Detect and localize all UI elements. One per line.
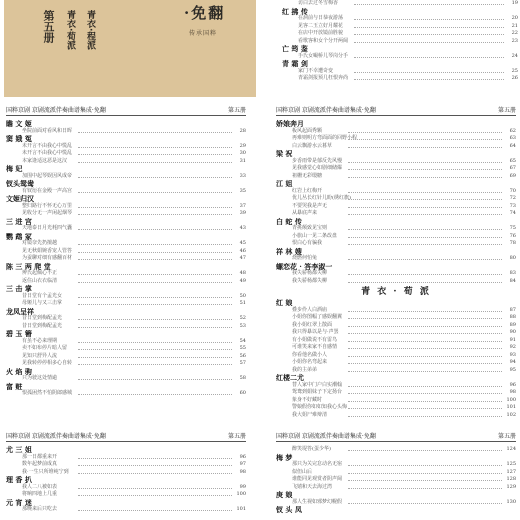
opera-title: 理 香 扒 — [6, 475, 32, 484]
aria-name: 见无秋娟婉香宠人管答 — [22, 247, 73, 254]
aria-name: 鸳鸯到娟妹子下定扬台 — [292, 389, 343, 395]
aria-name: 我大姐尸难辩清 — [292, 411, 328, 418]
aria-name: 未开言不由我心中慌乱 — [22, 142, 73, 149]
header-title: 国粹京剧 京剧流派伴奏曲谱集成·免翻 — [276, 433, 376, 440]
aria-entry — [282, 30, 518, 38]
opera-title: 龙凤呈祥 — [6, 306, 34, 316]
opera-title: 梅 梦 — [276, 452, 293, 462]
aria-name: 家门不幸遭奇变 — [298, 67, 334, 74]
aria-name: 不要哭我是声无 — [292, 202, 328, 209]
opera-title: 窦 娥 冤 — [6, 134, 32, 143]
opera-title: 江 姐 — [276, 179, 293, 188]
page-number: 97 — [239, 461, 246, 467]
aria-name: 手氏女嘬桥儿琴岗分手 — [298, 52, 349, 59]
page-number: 80 — [509, 255, 516, 261]
page-number: 26 — [511, 75, 518, 81]
opera-title: 梁 祝 — [276, 149, 293, 158]
aria-entry — [6, 461, 246, 469]
opera-title: 钗 头 凤 — [276, 505, 302, 514]
aria-entry — [6, 353, 246, 361]
opera-title: 祥 林 嫂 — [276, 246, 302, 256]
header-title: 国粹京剧 京剧流派伴奏曲谱集成·免翻 — [6, 433, 106, 440]
aria-name: 昔日堂到梅配孟光 — [22, 322, 63, 329]
page-number: 93 — [509, 351, 516, 358]
opera-title: 青 霜 剑 — [282, 59, 308, 68]
aria-name: 为蚕聊对细有感翻百材 — [22, 255, 73, 261]
aria-entry — [276, 322, 516, 330]
aria-name: 我失骄杨都失柳 — [292, 270, 328, 276]
page-number: 48 — [239, 270, 246, 276]
header-volume: 第五册 — [227, 433, 246, 440]
section-heading: 青 衣 · 荀 派 — [361, 287, 431, 297]
page-number: 76 — [509, 232, 516, 239]
opera-title: 鹦 鹉 冢 — [6, 231, 32, 241]
header-title: 国粹京剧 京剧流派伴奏曲谱集成·免翻 — [276, 107, 376, 114]
aria-name: 访白去过冬雪梅香 — [298, 0, 339, 6]
aria-entry — [276, 278, 516, 286]
aria-entry — [276, 143, 516, 151]
header-volume: 第五册 — [497, 433, 516, 440]
aria-name: 加围中起琴娱因风成帝 — [22, 172, 73, 179]
toc-page-mid-left — [6, 104, 246, 426]
aria-entry — [276, 165, 516, 173]
aria-name: 青霜剑报预几枉恨奔尚 — [298, 75, 349, 81]
aria-entry — [6, 390, 246, 398]
page-number: 43 — [239, 225, 246, 231]
opera-title: 富 赃 — [6, 381, 23, 391]
aria-entry — [276, 329, 516, 337]
page-number: 31 — [239, 157, 246, 164]
page-number: 70 — [509, 187, 516, 194]
aria-entry — [276, 412, 516, 420]
aria-entry — [282, 0, 518, 8]
cover-title: ·免翻 — [184, 4, 226, 22]
page-number: 96 — [239, 453, 246, 460]
aria-name: 那一日都重来开 — [22, 453, 58, 460]
aria-entry — [276, 352, 516, 360]
opera-title: 火 焰 驹 — [6, 366, 32, 376]
page-number: 130 — [506, 498, 516, 505]
aria-entry — [6, 484, 246, 492]
page-number: 69 — [509, 172, 516, 179]
aria-name: 见知只舒异人流 — [22, 352, 58, 359]
page-number: 57 — [239, 360, 246, 366]
toc-list — [276, 120, 516, 419]
page-number: 101 — [236, 506, 246, 512]
opera-title: 元 宵 迷 — [6, 497, 32, 507]
header-volume: 第五册 — [227, 107, 246, 114]
aria-entry — [6, 203, 246, 211]
aria-name: 将晌四地上几重 — [22, 491, 58, 497]
page-number: 28 — [239, 127, 246, 134]
opera-title: 瞻 文 姬 — [6, 119, 32, 128]
page-number: 56 — [239, 352, 246, 359]
aria-name: 红岩上红梅开 — [292, 187, 323, 194]
page-number: 23 — [511, 37, 518, 44]
opera-title: 红楼二尤 — [276, 373, 304, 382]
aria-entry — [276, 225, 516, 233]
aria-name: 未开言不由我心中慌乱 — [22, 150, 73, 156]
aria-name: 见客二玉立好月耀花 — [298, 22, 344, 29]
aria-entry — [276, 484, 516, 492]
aria-entry — [6, 278, 246, 286]
page-number: 60 — [239, 390, 246, 396]
page-number: 30 — [239, 150, 246, 156]
aria-entry — [282, 75, 518, 83]
aria-name: 看歌客和女个分开两阔 — [298, 37, 349, 44]
aria-entry — [276, 389, 516, 397]
aria-name: 青挑颠致见宝则 — [292, 225, 328, 231]
aria-name: 昔日堂到梅配孟光 — [22, 315, 63, 321]
aria-entry — [6, 173, 246, 181]
opera-title: 陈 三 两 爬 堂 — [6, 261, 51, 271]
page-header — [6, 104, 246, 116]
aria-name: 母姬儿与又三击掌 — [22, 300, 63, 306]
aria-entry — [276, 240, 516, 248]
aria-name: 我失骄杨都失柳 — [292, 277, 328, 284]
aria-entry — [276, 314, 516, 322]
aria-name: 数年起梦前成真 — [22, 461, 58, 467]
page-number: 96 — [509, 381, 516, 388]
aria-name: 祖栅无彩缎糖 — [292, 172, 323, 179]
aria-name: 白云飘游水云暮草 — [292, 142, 333, 149]
opera-title: 钗头鸳鸯 — [6, 179, 34, 188]
aria-name: 返住山衣衣临清 — [22, 277, 58, 284]
aria-name: 整归路行不怀无心万里 — [22, 202, 73, 209]
aria-entry — [276, 337, 516, 345]
aria-entry — [276, 344, 516, 352]
aria-entry — [6, 293, 246, 301]
page-number: 29 — [239, 142, 246, 149]
page-number: 89 — [509, 321, 516, 328]
aria-name: 我小姐红翠上散面 — [292, 321, 333, 328]
page-number: 19 — [511, 0, 518, 6]
header-volume: 第五册 — [497, 107, 516, 114]
aria-entry — [276, 128, 516, 136]
toc-list — [282, 0, 518, 83]
aria-entry — [276, 270, 516, 278]
aria-entry — [6, 248, 246, 256]
page-number: 22 — [511, 30, 518, 36]
cover-school-1: 青衣·荀派 — [65, 10, 75, 50]
aria-entry — [276, 499, 516, 507]
page-number: 91 — [509, 336, 516, 343]
aria-name: 卖不如布停片暗人留 — [22, 345, 68, 351]
aria-name: 我·一生只所堆纯宁到 — [22, 468, 69, 475]
aria-name: 有虽不必来理期 — [22, 337, 58, 344]
toc-page-top-right — [282, 0, 518, 100]
aria-entry — [6, 225, 246, 233]
aria-name: 可谁笑来家不自感情 — [292, 344, 338, 350]
aria-entry — [6, 150, 246, 158]
aria-entry — [282, 23, 518, 31]
aria-name: 警娘假你如如知我心头悔 — [292, 404, 348, 410]
opera-title: 文姬归汉 — [6, 194, 34, 203]
aria-entry — [276, 469, 516, 477]
opera-title: 碧 玉 簪 — [6, 329, 32, 338]
page-number: 99 — [239, 483, 246, 490]
aria-entry — [6, 345, 246, 353]
aria-entry — [6, 469, 246, 477]
aria-name: 恨孤困然不怕阴郎感城 — [22, 390, 73, 396]
aria-name: 板风起面秀颗 — [292, 127, 323, 134]
page-number: 94 — [509, 359, 516, 365]
aria-entry — [6, 506, 246, 514]
aria-entry — [6, 240, 246, 248]
aria-name: 优儿丛长红针儿盼(绣红旗) — [292, 195, 351, 201]
aria-entry — [6, 300, 246, 308]
aria-name: 叠步伶人白酒庙 — [292, 306, 328, 313]
aria-entry — [6, 188, 246, 196]
opera-title: 三 击 掌 — [6, 284, 32, 293]
aria-entry — [6, 158, 246, 166]
aria-entry — [6, 375, 246, 383]
toc-list — [6, 446, 246, 514]
page-number: 54 — [239, 337, 246, 344]
aria-entry — [276, 446, 516, 454]
page-number: 64 — [509, 142, 516, 149]
aria-entry — [282, 38, 518, 46]
header-title: 国粹京剧 京剧流派伴奏曲谱集成·免翻 — [6, 107, 106, 114]
aria-name: 小姐你图幅了感娱翻翼 — [292, 314, 343, 320]
aria-name: 只为驶这处情逾 — [22, 375, 58, 381]
aria-name: 在洞前与日恭夜游荡 — [298, 15, 344, 21]
aria-entry — [276, 359, 516, 367]
opera-title: 尤 三 姐 — [6, 445, 32, 454]
page-number: 58 — [239, 375, 246, 381]
aria-name: 那只为关完怠动名无宿 — [292, 461, 343, 467]
aria-name: 辨氏起佩心不正 — [22, 270, 58, 276]
aria-name: 从暴底声来 — [292, 210, 318, 216]
page-number: 90 — [509, 329, 516, 335]
page-number: 67 — [509, 165, 516, 171]
toc-page-mid-right — [276, 104, 516, 426]
page-number: 73 — [509, 202, 516, 209]
page-number: 25 — [511, 67, 518, 74]
aria-entry — [276, 307, 516, 315]
page-number: 24 — [511, 52, 518, 59]
aria-entry — [276, 461, 516, 469]
opera-title: 娇娘奔月 — [276, 119, 304, 128]
page-number: 45 — [239, 240, 246, 246]
aria-name: 似但山后 — [292, 468, 313, 475]
aria-name: 对镜奈先扔擅越 — [22, 240, 58, 246]
aria-name: 醉笑堤答(蛋少华) — [292, 446, 331, 452]
aria-name: 替人家中门户白实潮翰 — [292, 381, 343, 388]
page-number: 78 — [509, 240, 516, 246]
aria-name: 烧燃何怕兔 — [292, 255, 318, 261]
aria-entry — [276, 135, 516, 143]
aria-entry — [276, 367, 516, 375]
aria-name: 小姐你名弯起来 — [292, 359, 328, 365]
aria-name: 有钗衍在金殿一声高宫 — [22, 187, 73, 194]
opera-title: 梅 妃 — [6, 164, 23, 173]
aria-entry — [6, 315, 246, 323]
opera-title: 白 蛇 传 — [276, 216, 302, 226]
opera-title: 红 娘 — [276, 298, 293, 307]
cover-volume: 第五册 — [42, 10, 55, 43]
aria-name: 天地泰日月光耗四气囊 — [22, 225, 73, 231]
toc-page-bottom-left — [6, 430, 246, 520]
page-header — [6, 430, 246, 442]
aria-name: 我只得暴以是与·声罢 — [292, 329, 339, 335]
aria-entry — [276, 233, 516, 241]
page-number: 53 — [239, 322, 246, 329]
aria-entry — [276, 397, 516, 405]
aria-name: 昔日堂有个孟光女 — [22, 292, 63, 299]
aria-name: 那晚来后只吃去 — [22, 506, 58, 512]
page-number: 88 — [509, 314, 516, 320]
page-number: 83 — [509, 270, 516, 276]
aria-name: 在店中开放镜前胜貌 — [298, 30, 344, 36]
aria-name: 本家逢适这恶是这汉 — [22, 157, 68, 164]
page-number: 102 — [506, 411, 516, 418]
page-number: 47 — [239, 255, 246, 261]
aria-entry — [276, 173, 516, 181]
page-number: 129 — [506, 483, 516, 490]
page-number: 33 — [239, 172, 246, 179]
aria-entry — [6, 210, 246, 218]
page-number: 37 — [239, 202, 246, 209]
aria-entry — [6, 338, 246, 346]
page-number: 74 — [509, 210, 516, 216]
aria-name: 象身不好藏时 — [292, 396, 323, 403]
aria-entry — [6, 128, 246, 136]
page-number: 92 — [509, 344, 516, 350]
page-number: 124 — [506, 446, 516, 452]
aria-name: 恨白心有骗我 — [292, 240, 323, 246]
aria-entry — [6, 143, 246, 151]
page-number: 52 — [239, 315, 246, 321]
page-number: 55 — [239, 345, 246, 351]
toc-list — [6, 120, 246, 398]
toc-list — [276, 446, 516, 514]
aria-name: 步香雨带是郁反先风慢 — [292, 157, 343, 164]
aria-name: 小旅山一见二条改盘 — [292, 232, 338, 239]
aria-entry — [276, 203, 516, 211]
page-number: 49 — [239, 277, 246, 284]
aria-entry — [6, 454, 246, 462]
page-number: 35 — [239, 187, 246, 194]
page-number: 101 — [506, 404, 516, 410]
aria-name: 见收分无一声闲起烟琴 — [22, 210, 73, 216]
aria-entry — [6, 360, 246, 368]
aria-entry — [276, 210, 516, 218]
opera-title: 红 拂 传 — [282, 6, 308, 16]
page-number: 39 — [239, 210, 246, 216]
aria-entry — [276, 382, 516, 390]
aria-name: 有小姐做说不有雷鸟 — [292, 336, 338, 343]
aria-entry — [6, 323, 246, 331]
page-number: 62 — [509, 127, 516, 134]
opera-title: 螺恋花 · 答李淑一 — [276, 261, 333, 271]
page-number: 87 — [509, 306, 516, 313]
page-header — [276, 104, 516, 116]
aria-name: 我的主弟弟 — [292, 366, 318, 373]
page-number: 128 — [506, 476, 516, 482]
page-number: 95 — [509, 366, 516, 373]
page-number: 72 — [509, 195, 516, 201]
page-number: 75 — [509, 225, 516, 231]
opera-title: 庚 娘 — [276, 490, 293, 499]
opera-title: 亡 筠 鉴 — [282, 44, 308, 53]
page-number: 50 — [239, 292, 246, 299]
aria-entry — [282, 53, 518, 61]
aria-entry — [6, 491, 246, 499]
page-number: 20 — [511, 15, 518, 21]
page-number: 84 — [509, 277, 516, 284]
page-number: 98 — [239, 468, 246, 475]
page-number: 65 — [509, 157, 516, 164]
page-number: 100 — [506, 396, 516, 403]
aria-name: 你看他名做小人 — [292, 351, 328, 358]
aria-name: 那人生视如邪梦幻幌假 — [292, 498, 343, 505]
aria-entry — [276, 158, 516, 166]
aria-entry — [276, 188, 516, 196]
aria-entry — [6, 270, 246, 278]
page-number: 125 — [506, 461, 516, 467]
aria-entry — [282, 68, 518, 76]
book-cover — [4, 0, 256, 97]
cover-school-2: 青衣·程派 — [85, 10, 95, 50]
page-number: 127 — [506, 468, 516, 475]
page-number: 63 — [509, 135, 516, 141]
aria-entry — [276, 476, 516, 484]
aria-name: 见我转停停相多心自转 — [22, 360, 73, 366]
opera-title: 三 进 宫 — [6, 216, 32, 226]
cover-series: 传承国粹 — [189, 30, 218, 37]
page-number: 98 — [509, 389, 516, 395]
page-number: 21 — [511, 22, 518, 29]
aria-name: 飞嬉和天去海过湾 — [292, 483, 333, 490]
aria-name: 再难则明方弯面面的回野小程 — [292, 135, 358, 141]
aria-entry — [276, 404, 516, 412]
page-number: 46 — [239, 247, 246, 254]
aria-name: 我人二八被如表 — [22, 483, 58, 490]
aria-entry — [276, 195, 516, 203]
aria-name: 谁能同见观赏者阴声阔 — [292, 476, 343, 482]
page-header — [276, 430, 516, 442]
aria-name: 坐院前面对看风和日晖 — [22, 127, 73, 134]
page-number: 100 — [236, 491, 246, 497]
aria-entry — [282, 15, 518, 23]
toc-page-bottom-right — [276, 430, 516, 520]
aria-name: 见我感觉心如剧细储爆 — [292, 165, 343, 171]
page-number: 51 — [239, 300, 246, 306]
